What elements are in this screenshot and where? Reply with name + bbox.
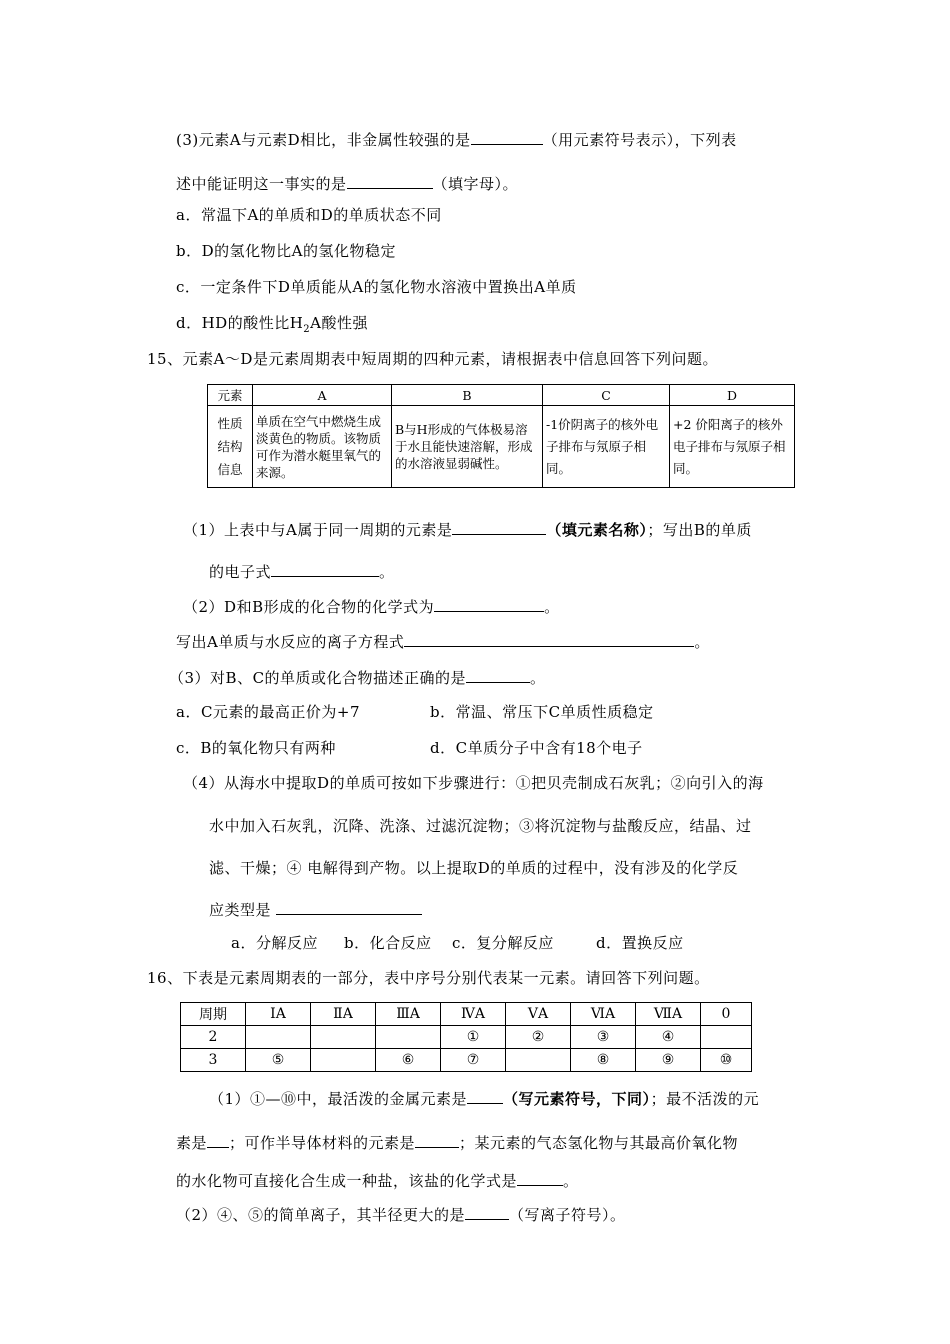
- answer-blank[interactable]: [466, 666, 530, 683]
- table-cell: ①: [441, 1026, 506, 1049]
- table-cell: ④: [636, 1026, 701, 1049]
- q15-part3-stem: （3）对B、C的单质或化合物描述正确的是 。: [169, 666, 546, 688]
- q15-part4-option-b: b．化合反应: [344, 934, 432, 952]
- table-cell: ②: [506, 1026, 571, 1049]
- answer-blank[interactable]: [404, 630, 694, 647]
- table-cell: ⑨: [636, 1049, 701, 1072]
- cell-b-info: B与H形成的气体极易溶于水且能快速溶解，形成的水溶液显弱碱性。: [392, 406, 543, 488]
- cell-a-info: 单质在空气中燃烧生成淡黄色的物质。该物质可作为潜水艇里氧气的来源。: [253, 406, 392, 488]
- table-cell: ③: [571, 1026, 636, 1049]
- table-row: [181, 1026, 752, 1049]
- q15-part3-option-a: a．C元素的最高正价为+7: [176, 703, 361, 721]
- q15-part4-line2: 水中加入石灰乳，沉降、洗涤、过滤沉淀物；③将沉淀物与盐酸反应，结晶、过: [209, 817, 752, 835]
- q15-part4-line1: （4）从海水中提取D的单质可按如下步骤进行：①把贝壳制成石灰乳；②向引入的海: [183, 774, 764, 792]
- answer-blank[interactable]: [347, 172, 433, 189]
- answer-blank[interactable]: [207, 1131, 229, 1148]
- q16-part1-line1: （1）①—⑩中，最活泼的金属元素是 （写元素符号，下同）；最不活泼的元: [209, 1087, 759, 1109]
- header-a: A: [253, 385, 392, 406]
- q15-part2-line1: （2）D和B形成的化合物的化学式为 。: [183, 595, 560, 617]
- answer-blank[interactable]: [465, 1203, 509, 1220]
- table-cell: ⑥: [376, 1049, 441, 1072]
- table-cell: [701, 1026, 752, 1049]
- table-cell: 2: [181, 1026, 246, 1049]
- q15-stem: 15、元素A～D是元素周期表中短周期的四种元素，请根据表中信息回答下列问题。: [147, 350, 718, 368]
- header-c: C: [543, 385, 670, 406]
- q16-periodic-table: [180, 1002, 752, 1072]
- q14-option-d: d．HD的酸性比$H_2A$酸性强: [176, 314, 369, 335]
- q15-part4-line4: 应类型是: [209, 898, 422, 920]
- table-cell: [311, 1049, 376, 1072]
- q15-part3-option-c: c．B的氧化物只有两种: [176, 739, 336, 757]
- header-element: 元素: [208, 385, 253, 406]
- table-cell: 3: [181, 1049, 246, 1072]
- q14-part3-line1: (3)元素A与元素D相比，非金属性较强的是 （用元素符号表示），下列表: [176, 128, 737, 150]
- table-cell: [311, 1026, 376, 1049]
- header-group-3a: ⅢA: [376, 1003, 441, 1026]
- q14-option-a: a．常温下A的单质和D的单质状态不同: [176, 206, 442, 224]
- table-cell: [246, 1026, 311, 1049]
- table-cell: ⑩: [701, 1049, 752, 1072]
- q15-part2-line2: 写出A单质与水反应的离子方程式 。: [176, 630, 710, 652]
- q15-part4-option-d: d．置换反应: [596, 934, 684, 952]
- header-group-6a: ⅥA: [571, 1003, 636, 1026]
- q15-part1-line2: 的电子式 。: [209, 560, 395, 582]
- table-header-row: [181, 1003, 752, 1026]
- header-group-4a: ⅣA: [441, 1003, 506, 1026]
- table-cell: [376, 1026, 441, 1049]
- header-group-0: 0: [701, 1003, 752, 1026]
- q15-part4-option-a: a．分解反应: [231, 934, 318, 952]
- answer-blank[interactable]: [276, 898, 422, 915]
- q16-part2: （2）④、⑤的简单离子，其半径更大的是 （写离子符号）。: [176, 1203, 626, 1225]
- cell-d-info: +2 价阳离子的核外电子排布与氖原子相同。: [670, 406, 795, 488]
- q14-option-b: b．D的氢化物比A的氢化物稳定: [176, 242, 396, 260]
- table-cell: ⑤: [246, 1049, 311, 1072]
- row-label: 性质 结构 信息: [208, 406, 253, 488]
- table-cell: [506, 1049, 571, 1072]
- header-b: B: [392, 385, 543, 406]
- table-cell: ⑦: [441, 1049, 506, 1072]
- q16-stem: 16、下表是元素周期表的一部分，表中序号分别代表某一元素。请回答下列问题。: [147, 969, 710, 987]
- answer-blank[interactable]: [467, 1087, 503, 1104]
- answer-blank[interactable]: [452, 518, 546, 535]
- answer-blank[interactable]: [471, 128, 543, 145]
- answer-blank[interactable]: [434, 595, 544, 612]
- table-row: [208, 406, 795, 488]
- q14-option-c: c．一定条件下D单质能从A的氢化物水溶液中置换出A单质: [176, 278, 577, 296]
- answer-blank[interactable]: [517, 1169, 563, 1186]
- q15-part4-option-c: c．复分解反应: [452, 934, 554, 952]
- q15-element-table: [207, 384, 795, 488]
- q15-part4-line3: 滤、干燥；④ 电解得到产物。以上提取D的单质的过程中，没有涉及的化学反: [209, 859, 739, 877]
- table-row: [181, 1049, 752, 1072]
- q16-part1-line3: 的水化物可直接化合生成一种盐，该盐的化学式是 。: [176, 1169, 579, 1191]
- header-group-1a: ⅠA: [246, 1003, 311, 1026]
- table-header-row: [208, 385, 795, 406]
- q15-part3-option-d: d．C单质分子中含有18个电子: [430, 739, 643, 757]
- header-group-5a: ⅤA: [506, 1003, 571, 1026]
- q15-part1-line1: （1）上表中与A属于同一周期的元素是 （填元素名称）；写出B的单质: [183, 518, 752, 540]
- header-d: D: [670, 385, 795, 406]
- q14-part3-line2: 述中能证明这一事实的是 （填字母）。: [176, 172, 518, 194]
- header-group-2a: ⅡA: [311, 1003, 376, 1026]
- header-group-7a: ⅦA: [636, 1003, 701, 1026]
- cell-c-info: -1价阴离子的核外电子排布与氖原子相同。: [543, 406, 670, 488]
- q15-part3-option-b: b．常温、常压下C单质性质稳定: [430, 703, 654, 721]
- answer-blank[interactable]: [415, 1131, 459, 1148]
- table-cell: ⑧: [571, 1049, 636, 1072]
- header-period: 周期: [181, 1003, 246, 1026]
- answer-blank[interactable]: [271, 560, 379, 577]
- q16-part1-line2: 素是 ；可作半导体材料的元素是 ；某元素的气态氢化物与其最高价氧化物: [176, 1131, 738, 1153]
